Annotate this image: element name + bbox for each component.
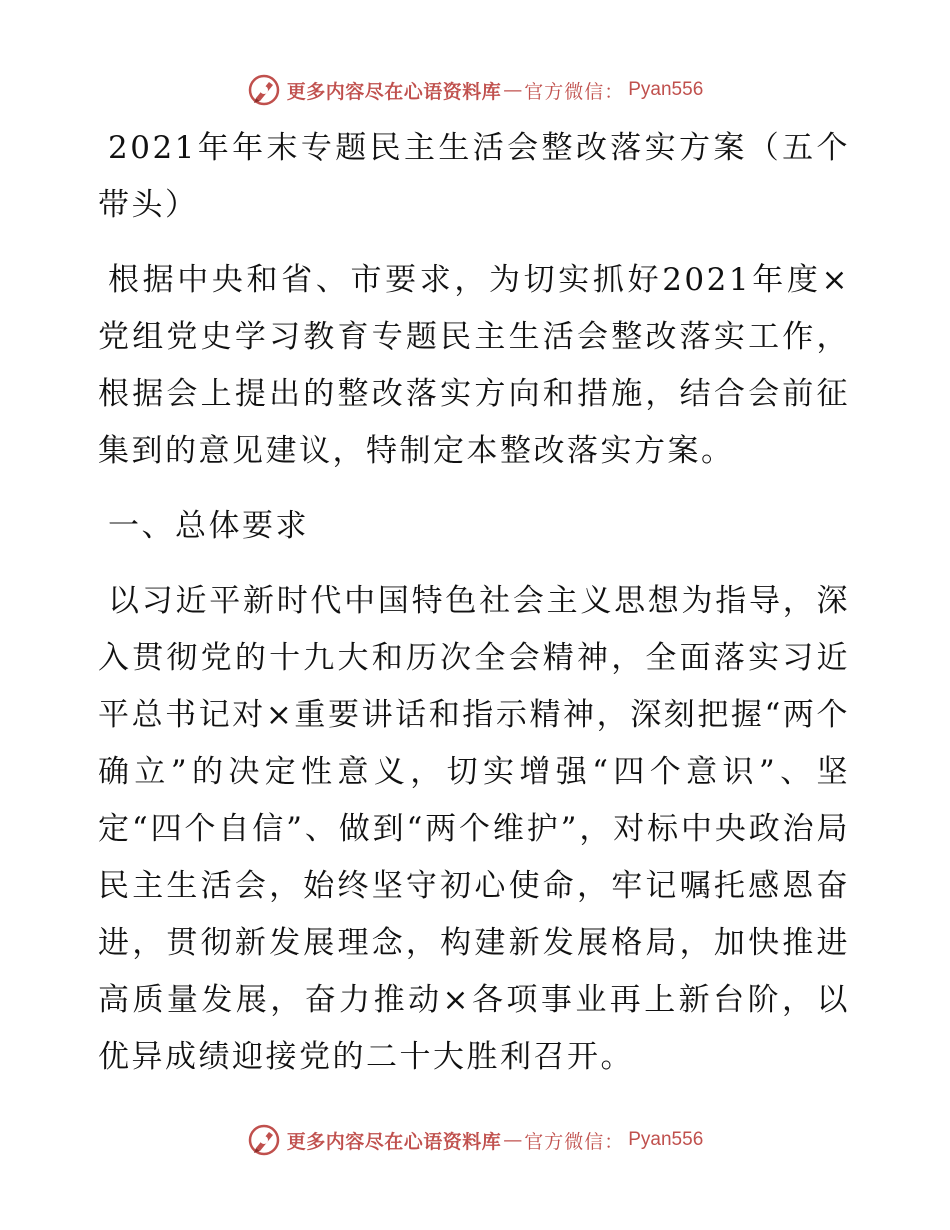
document-title: 2021年年末专题民主生活会整改落实方案（五个带头）	[98, 130, 850, 223]
pen-logo-icon	[247, 1123, 281, 1157]
official-label: 官方微信：	[524, 80, 625, 103]
pen-logo-icon	[247, 73, 281, 107]
document-body	[98, 120, 850, 1086]
separator: —	[503, 79, 523, 101]
header-banner	[0, 70, 950, 110]
intro-paragraph: 根据中央和省、市要求，为切实抓好2021年度×党组党史学习教育专题民主生活会整改落实工作，根据会上提出的整改落实方向和措施，结合会前征集到的意见建议，特制定本整改落实方案。	[98, 262, 850, 469]
official-label: 官方微信：	[524, 1130, 625, 1153]
promo-text: 更多内容尽在心语资料库	[286, 1130, 502, 1153]
wechat-id: Pyan556	[628, 79, 704, 100]
wechat-id: Pyan556	[628, 1129, 704, 1150]
separator: —	[503, 1129, 523, 1151]
section-heading: 一、总体要求	[108, 508, 309, 544]
footer-banner	[0, 1120, 950, 1160]
section-paragraph: 以习近平新时代中国特色社会主义思想为指导，深入贯彻党的十九大和历次全会精神，全面落实习近平总书记对×重要讲话和指示精神，深刻把握“两个确立”的决定性意义，切实增强“四个意识”、坚定“四个自信”、做到“两个维护”，对标中央政治局民主生活会，始终坚守初心使命，牢记嘱托感恩奋进，贯彻新发展理念，构建新发展格局，加快推进高质量发展，奋力推动×各项事业再上新台阶，以优异成绩迎接党的二十大胜利召开。	[98, 583, 850, 1075]
promo-text: 更多内容尽在心语资料库	[286, 80, 502, 103]
